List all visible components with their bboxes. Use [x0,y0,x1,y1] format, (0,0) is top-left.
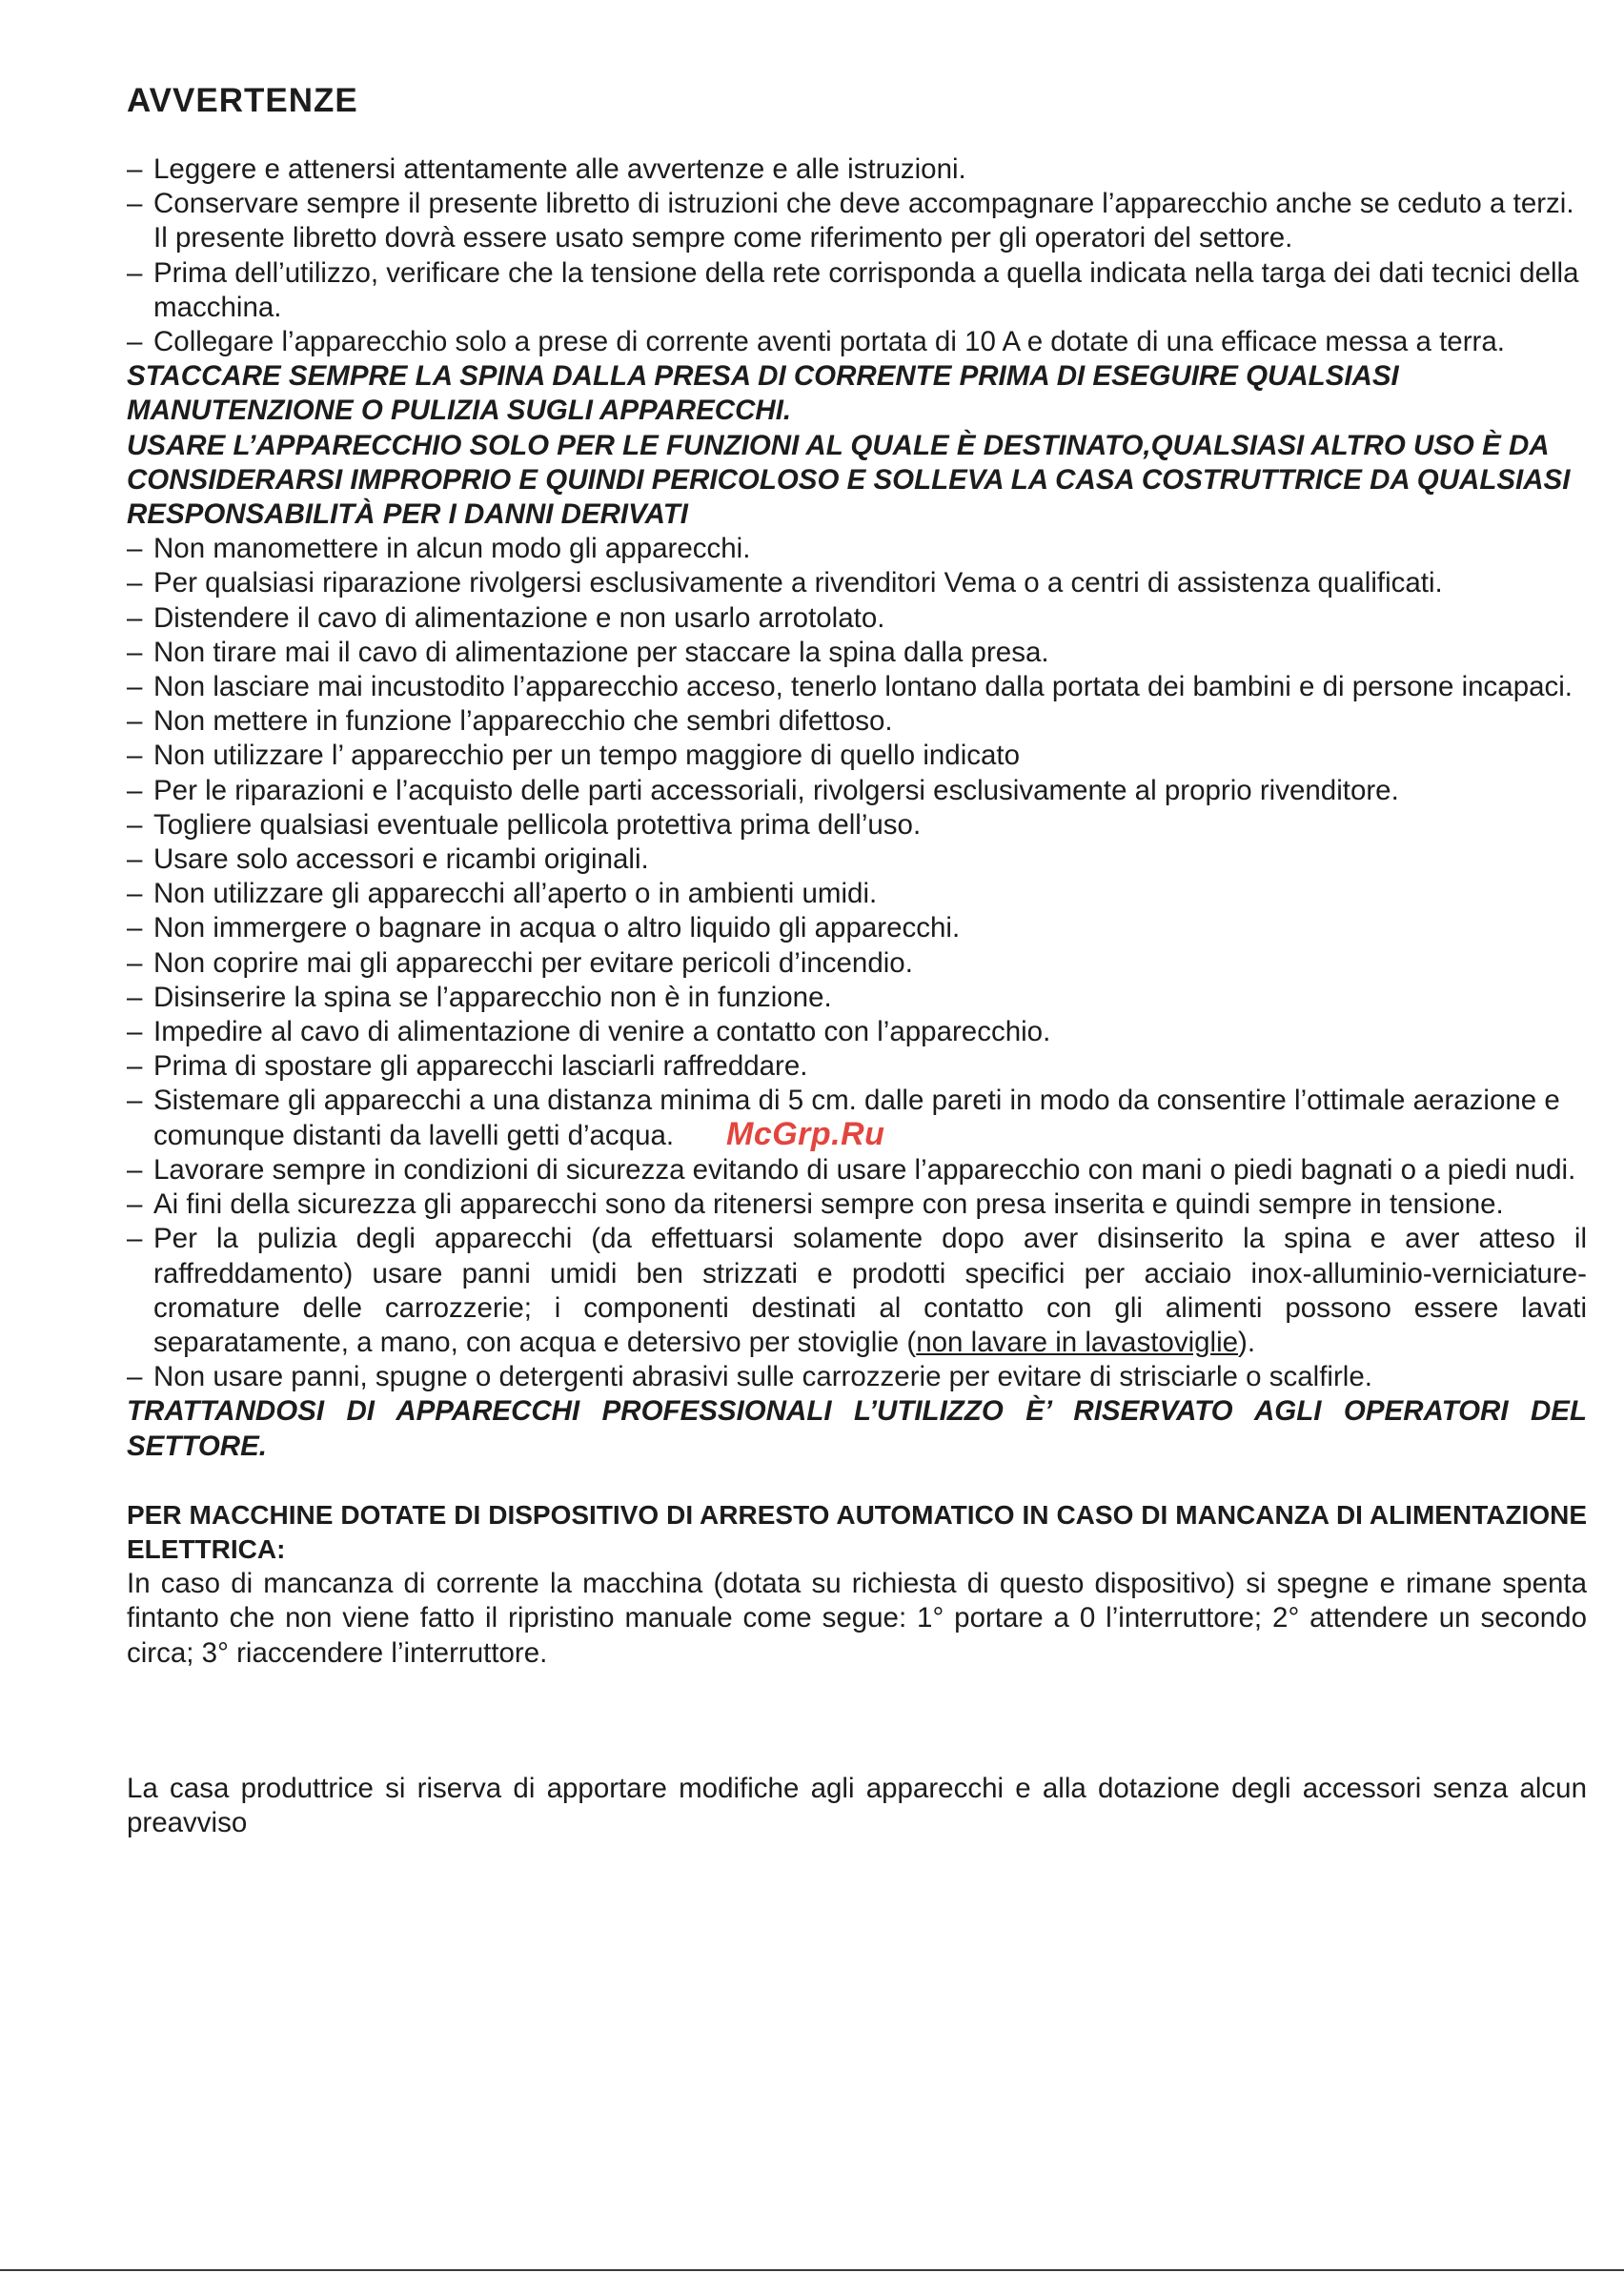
list-item [127,1187,1587,1222]
list-dash: – [127,1153,143,1186]
list-dash: – [127,533,143,565]
list-dash: – [127,1085,143,1117]
list-item-text: Per le riparazioni e l’acquisto delle parti accessoriali, rivolgersi esclusivamente al proprio rivenditore. [153,774,1399,806]
list-dash: – [127,878,143,910]
list-item [127,566,1587,600]
list-dash: – [127,256,143,289]
list-item [127,670,1587,704]
list-item-text: Per la pulizia degli apparecchi (da effettuarsi solamente dopo aver disinserito la spina e aver atteso il raffreddamento) usare panni umidi ben strizzati e prodotti specifici per acciaio inox-alluminio-verniciature-cromature delle carrozzerie; i componenti destinati al contatto con gli alimenti possono essere lavati separatamente, a mano, con acqua e detersivo per stoviglie ( [153,1223,1587,1358]
list-item [127,325,1587,359]
list-dash: – [127,1223,143,1255]
underlined-note: non lavare in lavastoviglie [916,1326,1239,1358]
list-dash: – [127,981,143,1013]
list-item [127,739,1587,773]
list-dash: – [127,1361,143,1393]
list-item [127,1049,1587,1084]
page-title: AVVERTENZE [127,82,358,119]
list-item [127,1015,1587,1049]
list-item-text: Non coprire mai gli apparecchi per evitare pericoli d’incendio. [153,946,913,979]
list-dash: – [127,1188,143,1221]
list-item-text: Collegare l’apparecchio solo a prese di corrente aventi portata di 10 A e dotate di una efficace messa a terra. [153,326,1505,358]
list-item [127,1360,1587,1394]
watermark: McGrp.Ru [726,1116,885,1152]
list-item [127,774,1587,808]
manufacturer-notice: La casa produttrice si riserva di apportare modifiche agli apparecchi e alla dotazione degli accessori senza alcun preavviso [127,1772,1587,1838]
list-item-text: Per qualsiasi riparazione rivolgersi esclusivamente a rivenditori Vema o a centri di assistenza qualificati. [153,567,1443,599]
spacer [127,1671,1587,1772]
list-item-tail: ). [1238,1326,1256,1358]
warnings-list [127,152,1587,1840]
list-item [127,877,1587,911]
list-item [127,532,1587,566]
warning-unplug: STACCARE SEMPRE LA SPINA DALLA PRESA DI CORRENTE PRIMA DI ESEGUIRE QUALSIASI MANUTENZIONE O PULIZIA SUGLI APPARECCHI. [127,360,1399,427]
list-dash: – [127,671,143,703]
power-failure-text: In caso di mancanza di corrente la macchina (dotata su richiesta di questo dispositivo) si spegne e rimane spenta fintanto che non viene fatto il ripristino manuale come segue: 1° portare a 0 l’interruttore; 2° attendere un secondo circa; 3° riaccendere l’interruttore. [127,1568,1587,1669]
list-item-text: Non lasciare mai incustodito l’apparecchio acceso, tenerlo lontano dalla portata dei bambini e di persone incapaci. [153,671,1573,703]
list-item [127,911,1587,945]
list-dash: – [127,774,143,806]
list-item-text: Conservare sempre il presente libretto di istruzioni che deve accompagnare l’apparecchio anche se ceduto a terzi. Il presente libretto dovrà essere usato sempre come riferimento per gli operatori del settore. [153,188,1574,254]
list-item [127,1153,1587,1187]
list-item-text: Disinserire la spina se l’apparecchio non è in funzione. [153,981,832,1013]
list-item [127,842,1587,877]
list-dash: – [127,946,143,979]
spacer [127,1464,1587,1498]
list-dash: – [127,601,143,634]
list-dash: – [127,326,143,358]
power-failure-heading: PER MACCHINE DOTATE DI DISPOSITIVO DI ARRESTO AUTOMATICO IN CASO DI MANCANZA DI ALIMENTAZIONE ELETTRICA: [127,1499,1587,1564]
list-item-text: Non manomettere in alcun modo gli apparecchi. [153,533,751,565]
list-item-text: Impedire al cavo di alimentazione di venire a contatto con l’apparecchio. [153,1016,1051,1048]
list-dash: – [127,705,143,738]
list-item-text: Prima di spostare gli apparecchi lasciarli raffreddare. [153,1050,808,1083]
list-dash: – [127,808,143,841]
list-item-text: Non immergere o bagnare in acqua o altro liquido gli apparecchi. [153,912,961,944]
list-item-text: Sistemare gli apparecchi a una distanza minima di 5 cm. dalle pareti in modo da consentire l’ottimale aerazione e comunque distanti da lavelli getti d’acqua. [153,1085,1560,1151]
warning-intended-use: USARE L’APPARECCHIO SOLO PER LE FUNZIONI AL QUALE È DESTINATO,QUALSIASI ALTRO USO È DA CONSIDERARSI IMPROPRIO E QUINDI PERICOLOSO E SOLLEVA LA CASA COSTRUTTRICE DA QUALSIASI RESPONSABILITÀ PER I DANNI DERIVATI [127,429,1571,531]
list-item [127,981,1587,1015]
list-dash: – [127,153,143,185]
list-dash: – [127,188,143,220]
list-dash: – [127,636,143,668]
list-item [127,808,1587,842]
list-item [127,946,1587,981]
list-dash: – [127,843,143,876]
list-item-text: Prima dell’utilizzo, verificare che la tensione della rete corrisponda a quella indicata nella targa dei dati tecnici della macchina. [153,256,1579,323]
list-item [127,601,1587,636]
list-dash: – [127,740,143,772]
list-item-cleaning [127,1222,1587,1360]
page-bottom-rule [0,2269,1624,2271]
list-item-text: Leggere e attenersi attentamente alle avvertenze e alle istruzioni. [153,153,966,185]
list-dash: – [127,1050,143,1083]
list-item-text: Usare solo accessori e ricambi originali. [153,843,649,876]
list-item-text: Non tirare mai il cavo di alimentazione per staccare la spina dalla presa. [153,636,1049,668]
list-item-text: Non utilizzare l’ apparecchio per un tempo maggiore di quello indicato [153,740,1021,772]
list-dash: – [127,567,143,599]
list-item [127,704,1587,739]
list-item-text: Togliere qualsiasi eventuale pellicola protettiva prima dell’uso. [153,808,922,841]
list-dash: – [127,912,143,944]
list-item-text: Distendere il cavo di alimentazione e non usarlo arrotolato. [153,601,885,634]
list-dash: – [127,1016,143,1048]
list-item-text: Non usare panni, spugne o detergenti abrasivi sulle carrozzerie per evitare di strisciarle o scalfirle. [153,1361,1372,1393]
list-item-text: Lavorare sempre in condizioni di sicurezza evitando di usare l’apparecchio con mani o piedi bagnati o a piedi nudi. [153,1153,1576,1186]
list-item [127,187,1587,255]
warning-professional-use: TRATTANDOSI DI APPARECCHI PROFESSIONALI L’UTILIZZO È’ RISERVATO AGLI OPERATORI DEL SETTORE. [127,1395,1587,1462]
list-item-text: Non mettere in funzione l’apparecchio che sembri difettoso. [153,705,893,738]
list-item [127,256,1587,325]
list-item-text: Ai fini della sicurezza gli apparecchi sono da ritenersi sempre con presa inserita e quindi sempre in tensione. [153,1188,1504,1221]
list-item [127,152,1587,187]
document-page [127,82,1587,1840]
list-item-text: Non utilizzare gli apparecchi all’aperto o in ambienti umidi. [153,878,878,910]
list-item [127,636,1587,670]
